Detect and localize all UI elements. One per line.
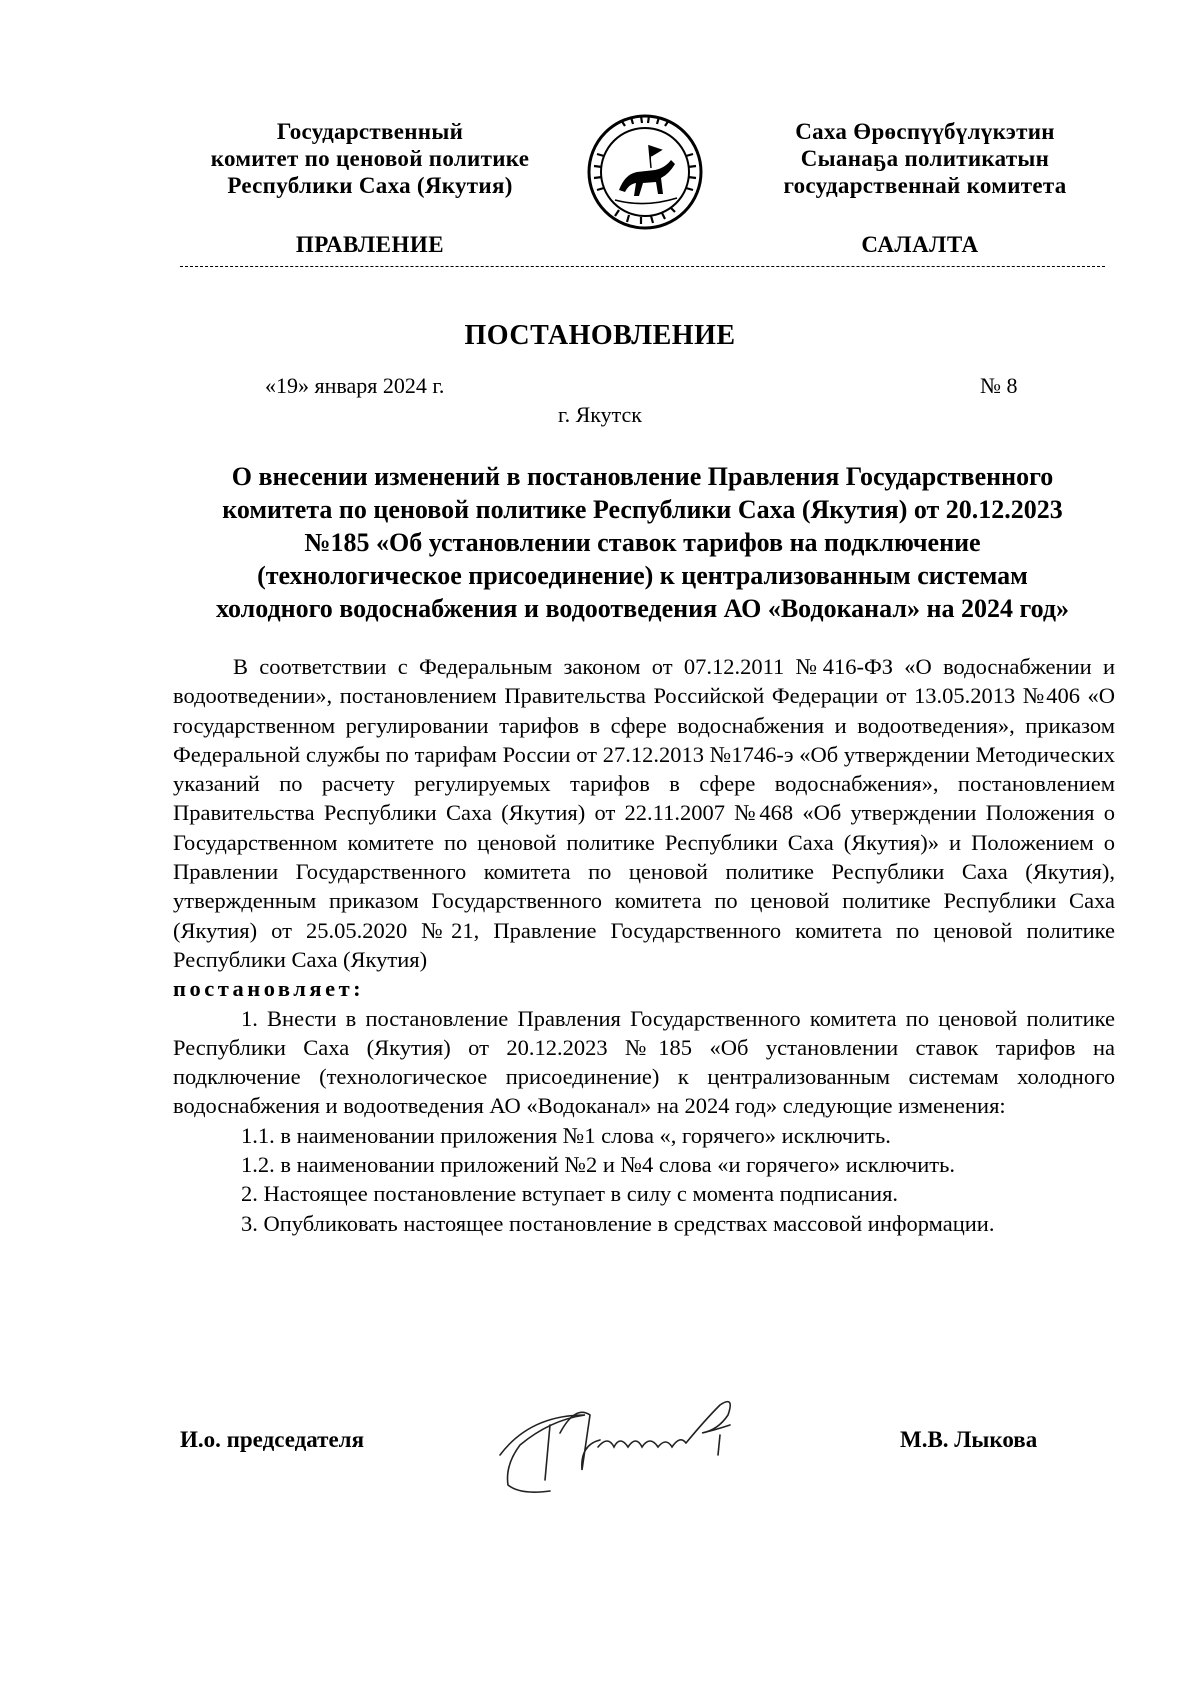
department-left: ПРАВЛЕНИЕ [295,232,445,257]
signatory-name: М.В. Лыкова [900,1427,1038,1452]
item-2: 2. Настоящее постановление вступает в силу с момента подписания. [241,1181,899,1207]
header-right-line: Саха Өрөспүүбүлүкэтин [795,119,1055,144]
handwritten-signature [490,1385,770,1505]
subject-line: О внесении изменений в постановление Правления Государственного [231,462,1054,491]
document-number: № 8 [980,373,1018,398]
signatory-position: И.о. председателя [180,1427,365,1452]
item-1-1: 1.1. в наименовании приложения №1 слова «, горячего» исключить. [241,1122,891,1148]
subject-line: комитета по ценовой политике Республики Саха (Якутия) от 20.12.2023 [222,495,1063,524]
document-subject [170,460,1115,625]
header-left-line: Республики Саха (Якутия) [227,173,513,198]
header-left-line: комитет по ценовой политике [210,146,530,171]
item-1-2: 1.2. в наименовании приложений №2 и №4 слова «и горячего» исключить. [241,1152,956,1178]
header-divider [180,266,1105,267]
header-right-block [740,118,1110,199]
document-title: ПОСТАНОВЛЕНИЕ [464,320,736,351]
document-body [173,652,1115,1238]
header-right-line: государственнай комитета [783,173,1067,198]
coat-of-arms-emblem-icon [585,112,705,232]
subject-line: (технологическое присоединение) к централизованным системам [257,561,1028,590]
subject-line: №185 «Об установлении ставок тарифов на подключение [304,528,981,557]
header-right-line: Сыанаҕа политикатын [800,146,1050,171]
resolves-label: постановляет: [173,976,365,1002]
header-left-block [180,118,560,199]
department-right: САЛАЛТА [861,232,979,257]
document-date: «19» января 2024 г. [265,373,445,398]
header-left-line: Государственный [276,119,464,144]
subject-line: холодного водоснабжения и водоотведения АО «Водоканал» на 2024 год» [215,594,1070,623]
item-1: 1. Внести в постановление Правления Государственного комитета по ценовой политике Республики Саха (Якутия) от 20.12.2023 №185 «Об установлении ставок тарифов на подключение (технологическое присоединение) к централизованным системам холодного водоснабжения и водоотведения АО «Водоканал» на 2024 год» следующие изменения: [173,1005,1115,1119]
preamble-paragraph: В соответствии с Федеральным законом от 07.12.2011 №416-ФЗ «О водоснабжении и водоотведении», постановлением Правительства Российской Федерации от 13.05.2013 №406 «О государственном регулировании тарифов в сфере водоснабжения и водоотведения», приказом Федеральной службы по тарифам России от 27.12.2013 №1746-э «Об утверждении Методических указаний по расчету регулируемых тарифов в сфере водоснабжения», постановлением Правительства Республики Саха (Якутия) от 22.11.2007 №468 «Об утверждении Положения о Государственном комитете по ценовой политике Республики Саха (Якутия)» и Положением о Правлении Государственного комитета по ценовой политике Республики Саха (Якутия), утвержденным приказом Государственного комитета по ценовой политике Республики Саха (Якутия) от 25.05.2020 №21, Правление Государственного комитета по ценовой политике Республики Саха (Якутия) [173,654,1115,972]
item-3: 3. Опубликовать настоящее постановление в средствах массовой информации. [241,1210,995,1236]
document-city: г. Якутск [558,402,642,427]
